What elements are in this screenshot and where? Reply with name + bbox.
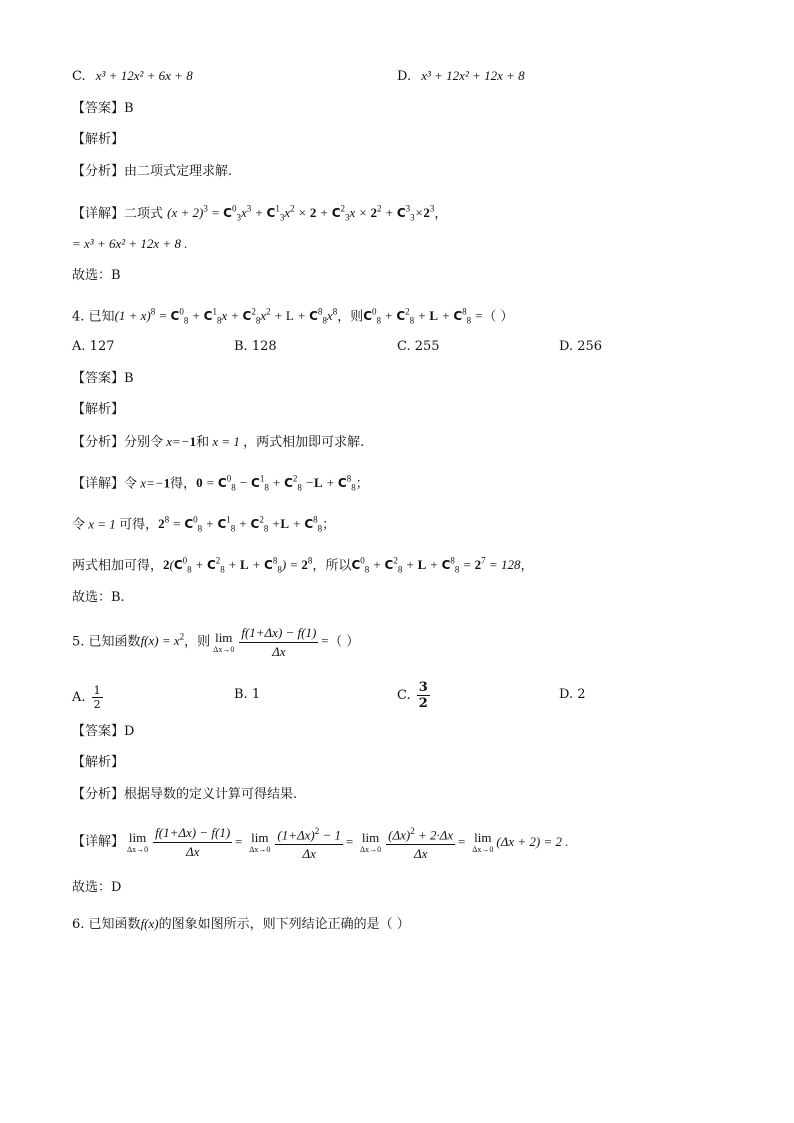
- answer-value: B: [124, 101, 134, 116]
- q4-detail-line3: 两式相加可得，$2(C^0_8 + C^2_8 + L + C^8_8) = 2^8$，所以$C^0_8 + C^2_8 + L + C^8_8 = 2^7 = 128$，: [72, 556, 534, 575]
- option-label: B.: [234, 687, 248, 702]
- q5-detail: [72, 822, 568, 863]
- fenxi-label: 【分析】: [72, 164, 125, 179]
- option-expression: x³ + 12x² + 6x + 8: [95, 68, 193, 83]
- detail-label: 【详解】: [72, 476, 125, 492]
- option-label: C.: [72, 69, 86, 84]
- q5-option-d: [559, 687, 586, 702]
- q5-option-a: [72, 684, 105, 711]
- stem-prefix: 已知: [88, 309, 115, 325]
- question-number: 4.: [72, 309, 85, 325]
- detail-text-a: 令: [124, 476, 138, 492]
- formula-alternating-sum: $0 = C^0_8 - C^1_8 + C^2_8 -L + C^8_8$: [196, 474, 356, 493]
- q4-stem-formula-2: $C^0_8 + C^2_8 + L + C^8_8$ =: [363, 307, 484, 326]
- q5-stem: [72, 624, 359, 661]
- q4-option-d: [559, 339, 602, 354]
- option-label: C.: [397, 688, 411, 703]
- q4-option-a: [72, 339, 115, 354]
- q3-detail: 【详解】二项式 $(x + 2)^3 = C^0_3x^3 + C^1_3x^2 \times 2 + C^2_3x \times 2^2 + C^3_3\times 2^3$，: [72, 204, 448, 223]
- stem-mid: ，则: [337, 309, 364, 325]
- formula-x-1: x = 1: [85, 516, 120, 532]
- option-label: C.: [397, 339, 411, 354]
- option-label: D.: [397, 69, 412, 84]
- formula-limit-computation: lim Δx→0 $\frac{f(1+\Delta x) - f(1)}{\Delta x}$ = lim Δx→0 $\frac{(1+\Delta x)^2 - 1}{\Delta x}$ = lim Δx→0 $\frac{(\Delta x)^2 + 2\cdot\Delta x}{\Delta x}$ = lim Δx→0 (Δx + 2) = 2 .: [124, 834, 568, 849]
- q3-answer: [72, 99, 134, 119]
- option-value: 256: [577, 339, 603, 354]
- fenxi-text-a: 分别令: [124, 435, 164, 450]
- option-value: 255: [414, 339, 440, 354]
- option-label: A.: [72, 339, 86, 354]
- q4-analysis-heading: 【解析】: [72, 402, 125, 417]
- detail-text: 二项式: [124, 206, 164, 222]
- q5-analysis-heading: 【解析】: [72, 755, 125, 770]
- q3-analysis-heading: 【解析】: [72, 132, 125, 147]
- fenxi-label: 【分析】: [72, 787, 125, 802]
- fraction-one-half: $\frac{1}{2}$: [93, 684, 101, 711]
- answer-label: 【答案】: [72, 371, 125, 386]
- option-label: D.: [559, 687, 574, 702]
- option-value: 1: [251, 687, 261, 702]
- fraction-three-halves: $\frac{3}{2}$: [418, 680, 428, 711]
- fenxi-text-c: ，两式相加即可求解.: [243, 435, 365, 450]
- formula-even-sum-result: $C^0_8 + C^2_8 + L + C^8_8 = 2^7 = 128$: [351, 556, 521, 575]
- q3-detail-result: = x³ + 6x² + 12x + 8 .: [72, 236, 188, 251]
- detail-label: 【详解】: [72, 206, 125, 222]
- q6-stem: [72, 914, 410, 935]
- option-value: 128: [251, 339, 277, 354]
- stem-end: 的图象如图所示，则下列结论正确的是（ ）: [158, 917, 410, 932]
- formula-derivative-limit: lim Δx→0 $\frac{f(1+\Delta x) - f(1)}{\Delta x}$ =: [213, 625, 330, 659]
- fenxi-label: 【分析】: [72, 435, 125, 450]
- q4-answer: [72, 369, 134, 389]
- line2-text-b: 可得，: [119, 517, 159, 533]
- option-label: B.: [234, 339, 248, 354]
- line2-text-a: 令: [72, 517, 86, 533]
- answer-label: 【答案】: [72, 724, 125, 739]
- question-number: 6.: [72, 917, 85, 932]
- q4-detail: 【详解】令 x=−1得，$0 = C^0_8 - C^1_8 + C^2_8 -L + C^8_8$；: [72, 474, 369, 493]
- formula-x-neg1: x=−1: [163, 434, 197, 449]
- q5-answer: [72, 722, 134, 742]
- q4-option-c: [397, 339, 440, 354]
- q3-option-d: [397, 66, 525, 87]
- stem-end: （ ）: [329, 634, 360, 650]
- q5-option-c: [397, 680, 432, 711]
- q4-fenxi: [72, 432, 364, 453]
- answer-value: D: [124, 724, 135, 739]
- formula-f-x: f(x): [140, 916, 159, 931]
- q3-choice: 故选：B: [72, 268, 121, 283]
- formula-double-sum: $2(C^0_8 + C^2_8 + L + C^8_8) = 2^8$: [163, 556, 313, 575]
- option-value: 2: [577, 687, 586, 702]
- stem-prefix: 已知函数: [88, 917, 141, 932]
- detail-text-b: 得，: [170, 476, 197, 492]
- line3-text-b: ，所以: [312, 558, 352, 574]
- q4-detail-line2: 令 x = 1 可得，$2^8 = C^0_8 + C^1_8 + C^2_8 +L + C^8_8$；: [72, 515, 336, 534]
- formula-total-sum: $2^8 = C^0_8 + C^1_8 + C^2_8 +L + C^8_8$: [158, 515, 323, 534]
- formula-x-1: x = 1: [209, 434, 244, 449]
- question-number: 5.: [72, 634, 85, 650]
- stem-end: （ ）: [483, 309, 514, 325]
- stem-mid: ，则: [184, 634, 211, 650]
- binomial-expansion-formula: $(x + 2)^3 = C^0_3x^3 + C^1_3x^2 \times 2 + C^2_3x \times 2^2 + C^3_3\times 2^3$: [167, 204, 435, 223]
- fenxi-text-b: 和: [196, 435, 210, 450]
- detail-label: 【详解】: [72, 834, 125, 850]
- q3-option-c: [72, 66, 193, 87]
- answer-value: B: [124, 371, 134, 386]
- option-label: A.: [72, 690, 86, 705]
- fenxi-text: 由二项式定理求解.: [124, 164, 233, 179]
- q4-choice: 故选：B.: [72, 590, 125, 605]
- q4-option-b: [234, 339, 277, 354]
- q4-stem-formula-1: $(1 + x)^8 = C^0_8 + C^1_8x + C^2_8x^2 + L + C^8_8x^8$: [114, 307, 338, 326]
- fenxi-text: 根据导数的定义计算可得结果.: [124, 787, 298, 802]
- formula-f-x-squared: $f(x) = x^2$: [140, 632, 185, 649]
- q5-fenxi: [72, 785, 297, 805]
- option-label: D.: [559, 339, 574, 354]
- q5-option-b: [234, 687, 260, 702]
- option-value: 127: [89, 339, 115, 354]
- q4-stem: [72, 302, 513, 331]
- q5-choice: 故选：D: [72, 880, 122, 895]
- line3-text-a: 两式相加可得，: [72, 558, 164, 574]
- formula-x-neg1: x=−1: [137, 475, 171, 491]
- answer-label: 【答案】: [72, 101, 125, 116]
- stem-prefix: 已知函数: [88, 634, 141, 650]
- option-expression: x³ + 12x² + 12x + 8: [421, 68, 525, 83]
- q3-fenxi: [72, 162, 232, 182]
